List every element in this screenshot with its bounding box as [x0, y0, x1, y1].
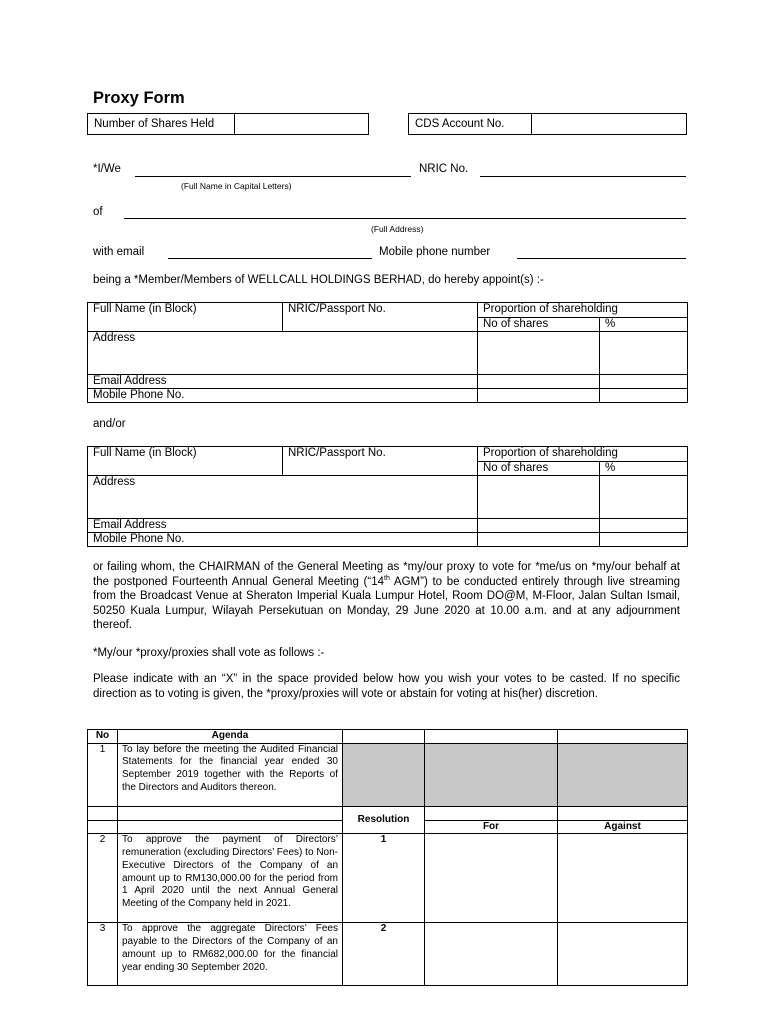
mobile-label: Mobile phone number [379, 246, 491, 258]
against-header: Against [558, 820, 688, 834]
no-shares-header: No of shares [478, 318, 600, 332]
agenda-no: 2 [88, 834, 118, 923]
nric-header[interactable]: NRIC/Passport No. [283, 303, 478, 332]
email-field[interactable] [168, 258, 372, 259]
for-header: For [425, 820, 558, 834]
mobile-field[interactable] [517, 258, 686, 259]
email-cell[interactable]: Email Address [88, 375, 478, 389]
percent-header: % [600, 462, 688, 476]
agenda-header: Agenda [118, 730, 343, 744]
percent-input[interactable] [600, 476, 688, 519]
cds-account-box [408, 113, 687, 135]
email-cell[interactable]: Email Address [88, 519, 478, 533]
email-label: with email [93, 246, 145, 258]
fullname-header[interactable]: Full Name (in Block) [88, 303, 283, 332]
nric-field[interactable] [480, 176, 686, 177]
no-shares-header: No of shares [478, 462, 600, 476]
member-text: being a *Member/Members of WELLCALL HOLDINGS BERHAD, do hereby appoint(s) :- [93, 274, 544, 286]
address-hint: (Full Address) [371, 224, 424, 234]
address-cell[interactable] [88, 332, 478, 375]
shares-held-input[interactable] [234, 114, 369, 134]
no-shares-input[interactable] [478, 332, 600, 375]
against-checkbox[interactable] [558, 923, 688, 986]
iwe-label: *I/We [93, 163, 121, 175]
address-cell[interactable] [88, 476, 478, 519]
agenda-no: 3 [88, 923, 118, 986]
failing-paragraph: or failing whom, the CHAIRMAN of the General Meeting as *my/our proxy to vote for *me/us on *my/our behalf at the postponed Fourteenth Annual General Meeting (“14th AGM”) to be conducted entirely through live streaming from the Broadcast Venue at Sheraton Imperial Kuala Lumpur Hotel, Room DO@M, M-Floor, Jalan Sultan Ismail, 50250 Kuala Lumpur, Wilayah Persekutuan on Monday, 29 June 2020 at 10.00 a.m. and at any adjournment thereof. [93, 561, 680, 632]
agenda-text: To lay before the meeting the Audited Financial Statements for the financial year ended 30 September 2019 together with the Reports of the Directors and Auditors thereon. [118, 743, 343, 806]
fullname-header[interactable]: Full Name (in Block) [88, 447, 283, 476]
agenda-no: 1 [88, 743, 118, 806]
agenda-text: To approve the aggregate Directors’ Fees payable to the Directors of the Company of an amount up to RM682,000.00 for the financial year ending 30 September 2020. [118, 923, 343, 986]
resolution-number: 1 [343, 834, 425, 923]
resolution-number: 2 [343, 923, 425, 986]
against-checkbox[interactable] [558, 834, 688, 923]
proxy-table-2 [87, 446, 688, 547]
for-checkbox[interactable] [425, 923, 558, 986]
page-title: Proxy Form [93, 89, 185, 107]
percent-input[interactable] [600, 332, 688, 375]
vote-follows-text: *My/our *proxy/proxies shall vote as follows :- [93, 647, 325, 659]
nric-header[interactable]: NRIC/Passport No. [283, 447, 478, 476]
shares-held-box [87, 113, 369, 135]
no-header: No [88, 730, 118, 744]
proportion-header: Proportion of shareholding [478, 303, 688, 318]
address-field[interactable] [124, 218, 686, 219]
proportion-header: Proportion of shareholding [478, 447, 688, 462]
mobile-cell[interactable]: Mobile Phone No. [88, 389, 478, 403]
indicate-paragraph: Please indicate with an “X” in the space provided below how you wish your votes to be casted. If no specific direction as to voting is given, the *proxy/proxies will vote or abstain for voting at his(her) discretion. [93, 673, 680, 700]
fullname-hint: (Full Name in Capital Letters) [181, 181, 292, 191]
nric-label: NRIC No. [419, 163, 469, 175]
address-label: Address [93, 476, 136, 488]
shares-held-label: Number of Shares Held [94, 118, 215, 130]
fullname-field[interactable] [135, 176, 411, 177]
address-label: Address [93, 332, 136, 344]
agenda-text: To approve the payment of Directors’ remuneration (excluding Directors’ Fees) to Non- Executive Directors of the Company of an amount up to RM130,000.00 for the period from 1 April 2020 until the next Annual General Meeting of the Company held in 2021. [118, 834, 343, 923]
resolution-header: Resolution [343, 806, 425, 834]
for-checkbox[interactable] [425, 834, 558, 923]
of-label: of [93, 206, 103, 218]
cds-account-input[interactable] [531, 114, 687, 134]
agenda-table [87, 729, 688, 986]
mobile-cell[interactable]: Mobile Phone No. [88, 533, 478, 547]
andor-label: and/or [93, 418, 126, 430]
percent-header: % [600, 318, 688, 332]
proxy-table-1 [87, 302, 688, 403]
no-shares-input[interactable] [478, 476, 600, 519]
cds-account-label: CDS Account No. [415, 118, 505, 130]
